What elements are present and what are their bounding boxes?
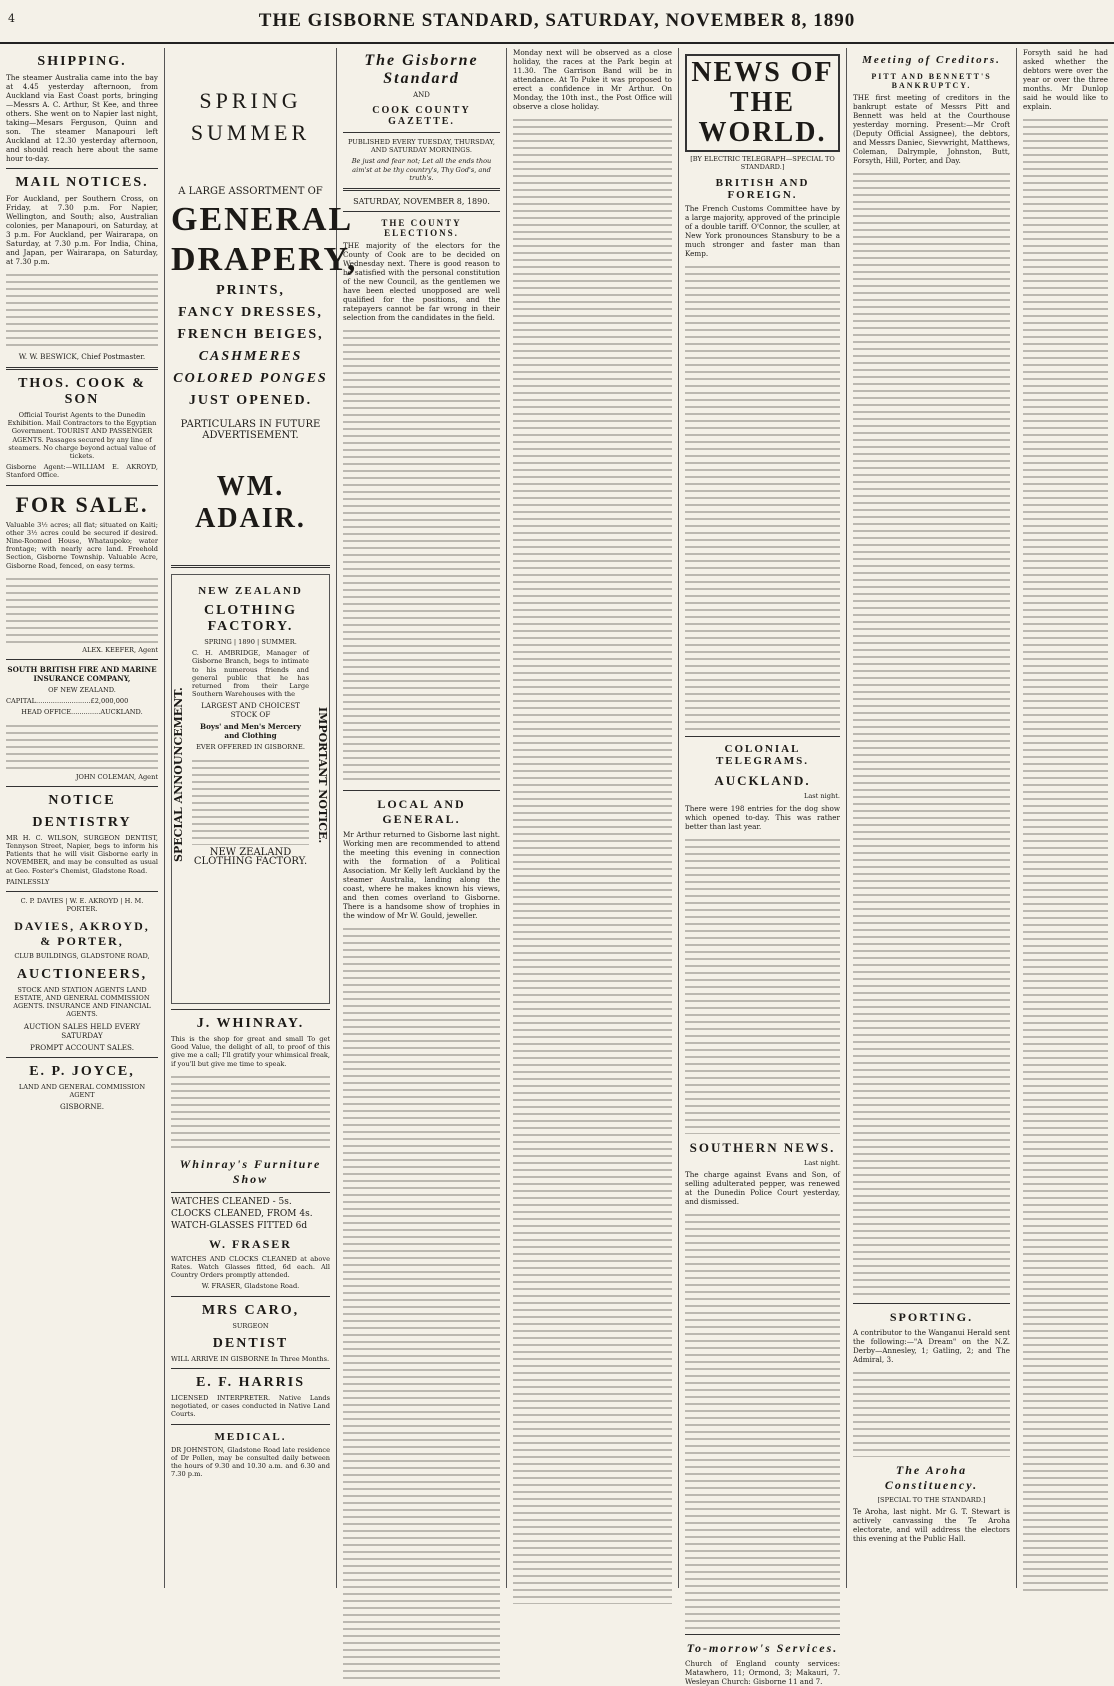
summer-heading: SUMMER	[190, 120, 311, 145]
column-7	[1017, 48, 1114, 1588]
general-heading: GENERAL	[171, 201, 354, 238]
clothing-foot: NEW ZEALAND CLOTHING FACTORY.	[193, 846, 308, 867]
postmaster-signature: W. W. BESWICK, Chief Postmaster.	[18, 352, 146, 361]
painlessly: PAINLESSLY	[6, 877, 50, 886]
fraser-heading: W. FRASER	[209, 1236, 292, 1251]
divider	[685, 736, 840, 737]
paper-and: AND	[413, 91, 430, 99]
divider	[171, 1368, 330, 1369]
drapery-heading: DRAPERY,	[171, 241, 358, 278]
sporting-filler	[853, 1367, 1010, 1457]
wm-adair: WM. ADAIR.	[195, 471, 306, 534]
clothing-heading: CLOTHING FACTORY.	[203, 603, 297, 634]
watches-line: WATCHES CLEANED - 5s.	[171, 1196, 292, 1207]
pitt-heading: PITT AND BENNETT'S BANKRUPTCY.	[871, 72, 992, 90]
mail-filler	[6, 269, 158, 349]
colored-line: COLORED PONGES	[173, 371, 328, 386]
whinray-show: Whinray's Furniture Show	[179, 1156, 322, 1186]
column-5	[679, 48, 847, 1686]
clothing-factory-ad	[171, 574, 330, 1004]
spring-heading: SPRING	[199, 88, 302, 113]
mail-notices-text: For Auckland, per Southern Cross, on Friday, at 7.30 p.m. For Napier, Wellington, and South; also, Australian colonies, per Manapouri, on Saturday, at 3 p.m. For Auckland, per Wairarapa, on Saturday, at 7.30 p.m. For India, China, and Japan, per Wairarapa, on Saturday, at 7.30 p.m.	[6, 194, 158, 266]
british-heading: BRITISH AND FOREIGN.	[715, 177, 810, 202]
whinray-text: This is the shop for great and small To get Good Value, the delight of all, to proof of this give me a call; I'll gratify your whimsical freak, if you'll but give me time to speak.	[171, 1035, 330, 1068]
meeting-filler	[853, 168, 1010, 1298]
clothing-filler	[192, 755, 309, 845]
for-sale-filler	[6, 573, 158, 643]
insurance-agent: JOHN COLEMAN, Agent	[75, 772, 158, 781]
spring-summer-line: SPRING | 1890 | SUMMER.	[204, 638, 297, 646]
harris-heading: E. F. HARRIS	[195, 1375, 306, 1391]
shipping-text: The steamer Australia came into the bay at 4.45 yesterday afternoon, from Auckland via East Coast ports, bringing—Messrs A. C. Arthur, St Kee, and three others. She went on to Napier last night, taking—Mesars Ferguson, Quinn and son. The steamer Manapouri left Auckland at 12.30 yesterday afternoon, and should reach here about the same hour to-day.	[6, 73, 158, 163]
tomorrow-text: Church of England county services: Matawhero, 11; Ormond, 3; Makauri, 7. Wesleyan Church: Gisborne 11 and 7.	[685, 1658, 840, 1686]
fancy-line: FANCY DRESSES,	[178, 305, 323, 320]
insurance-sub: OF NEW ZEALAND.	[48, 686, 116, 695]
colonial-heading: COLONIAL TELEGRAMS.	[715, 743, 810, 768]
southern-filler	[685, 1209, 840, 1629]
meeting-heading: Meeting of Creditors.	[862, 54, 1001, 66]
cook-text: Official Tourist Agents to the Dunedin Exhibition. Mail Contractors to the Egyptian Government. TOURIST AND PASSENGER AGENTS. Passages secured by any line of steamers. No charge beyond actual value of tickets.	[7, 411, 157, 461]
col7-text: Forsyth said he had asked whether the debtors were over the year or over the three months. Mr Dunlop said he would like to explain.	[1023, 48, 1108, 111]
col4-text: Monday next will be observed as a close holiday, the races at the Park begin at 11.30. The Garrison Band will be in attendance. At To Puke it was proposed to erect a confidence in Mr Arthur. On Monday, the 10th inst., the Post Office will observe a close holiday.	[513, 48, 672, 111]
cook-heading: THOS. COOK & SON	[18, 376, 146, 407]
aroha-text: Te Aroha, last night. Mr G. T. Stewart is actively canvassing the Te Aroha electorate, and will address the electors this evening at the Public Hall.	[853, 1507, 1010, 1544]
auckland-text: There were 198 entries for the dog show which opened to-day. This was rather better than last year.	[685, 803, 840, 831]
news-heading: NEWS OF THE WORLD.	[685, 54, 840, 152]
auckland-filler	[685, 834, 840, 1134]
divider	[343, 188, 500, 191]
southern-dateline: Last night.	[803, 1158, 840, 1167]
divider	[6, 1057, 158, 1058]
caro-heading: MRS CARO,	[201, 1302, 300, 1318]
auckland-heading: AUCKLAND.	[714, 773, 811, 789]
auction-text: STOCK AND STATION AGENTS LAND ESTATE, AND GENERAL COMMISSION AGENTS. INSURANCE AND FINANCIAL AGENTS.	[13, 985, 151, 1019]
motto: Be just and fear not; Let all the ends thou aim'st at be thy country's, Thy God's, and truth's.	[351, 157, 492, 182]
divider	[6, 485, 158, 486]
prompt-sales: PROMPT ACCOUNT SALES.	[29, 1042, 134, 1052]
auction-sales: AUCTION SALES HELD EVERY SATURDAY	[23, 1021, 141, 1040]
british-text: The French Customs Committee have by a large majority, approved of the principle of a double tariff. O'Connor, the sculler, at New York pronounces Stansbury to be a much stronger and faster man than Kemp.	[685, 204, 840, 259]
local-heading: LOCAL AND GENERAL.	[377, 797, 466, 827]
auctioneers-heading: AUCTIONEERS,	[16, 966, 148, 982]
clocks-line: CLOCKS CLEANED, FROM 4s.	[171, 1208, 313, 1219]
column-6	[847, 48, 1017, 1588]
davies-sub: CLUB BUILDINGS, GLADSTONE ROAD,	[14, 952, 150, 961]
notice-heading: NOTICE	[48, 792, 116, 808]
mail-notices-heading: MAIL NOTICES.	[15, 175, 149, 190]
cook-agent: Gisborne Agent:—WILLIAM E. AKROYD, Stanford Office.	[6, 463, 158, 480]
masthead	[0, 0, 1114, 44]
col7-filler	[1023, 114, 1108, 1594]
caro-sub: SURGEON	[232, 1321, 269, 1330]
divider	[171, 1296, 330, 1297]
side-text-left: SPECIAL ANNOUNCEMENT.	[172, 687, 185, 863]
nz-heading: NEW ZEALAND	[198, 585, 303, 597]
whinray-filler	[171, 1071, 330, 1151]
southern-heading: SOUTHERN NEWS.	[689, 1139, 836, 1155]
col4-filler	[513, 114, 672, 1604]
for-sale-text: Valuable 3½ acres; all flat; situated on Kaiti; other 3½ acres could be secured if desired. Nine-Roomed House, Whataupoko; water frontage; with nearly acre land. Freehold Section, Gisborne Township. Valuable Acre, Gisborne Road, fenced, on easy terms.	[6, 520, 158, 570]
cashmeres-line: CASHMERES	[198, 349, 303, 364]
joyce-heading: E. P. JOYCE,	[29, 1063, 135, 1079]
just-opened: JUST OPENED.	[188, 393, 313, 408]
divider	[685, 1634, 840, 1635]
county-text: THE majority of the electors for the County of Cook are to be decided on Wednesday next. There is good reason to be satisfied with the personal constitution of the new Council, as the gentlemen we have been elected unopposed are well qualified for the positions, and the ratepayers cannot be far wrong in their selection from the candidates in the field.	[343, 241, 500, 323]
divider	[343, 790, 500, 791]
local-text: Mr Arthur returned to Gisborne last night. Working men are recommended to attend the meeting this evening in connection with the formation of a Political Association. Mr Kelly left Auckland by the steamer Australia, landing along the coast, where he makes known his views, and then comes overland to Gisborne. There is a handsome show of trophies in the window of Mr W. Gould, jeweller.	[343, 830, 500, 921]
harris-text: LICENSED INTERPRETER. Native Lands negotiated, or cases conducted in Native Land Courts.	[171, 1394, 330, 1419]
dateline: SATURDAY, NOVEMBER 8, 1890.	[353, 197, 490, 207]
insurance-capital: CAPITAL..........................£2,000,000	[6, 697, 129, 706]
whinray-heading: J. WHINRAY.	[196, 1016, 305, 1031]
for-sale-agent: ALEX. KEEFER, Agent	[82, 645, 158, 654]
divider	[6, 786, 158, 787]
davies-names: C. P. DAVIES | W. E. AKROYD | H. M. PORTER.	[20, 897, 144, 914]
fraser-foot: W. FRASER, Gladstone Road.	[201, 1282, 300, 1291]
boys-line: Boys' and Men's Mercery and Clothing	[200, 722, 301, 741]
divider	[171, 565, 330, 568]
large-assortment: A LARGE ASSORTMENT OF	[178, 186, 323, 197]
divider	[6, 891, 158, 892]
page-number: 4	[8, 12, 15, 25]
medical-heading: MEDICAL.	[214, 1430, 287, 1443]
ever-offered: EVER OFFERED IN GISBORNE.	[196, 743, 305, 752]
local-filler	[343, 923, 500, 1683]
column-1	[0, 48, 165, 1588]
side-text-right: IMPORTANT NOTICE.	[316, 706, 329, 844]
aroha-sub: [SPECIAL TO THE STANDARD.]	[877, 1496, 986, 1504]
dentistry-heading: DENTISTRY	[32, 814, 132, 830]
largest-line: LARGEST AND CHOICEST STOCK OF	[201, 701, 300, 720]
dentist-heading: DENTIST	[212, 1335, 289, 1351]
aroha-heading: The Aroha Constituency.	[884, 1463, 979, 1492]
johnston-text: DR JOHNSTON, Gladstone Road late residence of Dr Pollen, may be consulted daily between the hours of 9.30 and 10.30 a.m. and 6.30 and 7.30 p.m.	[171, 1445, 330, 1479]
southern-text: The charge against Evans and Son, of selling adulterated pepper, was renewed at the Dunedin Police Court yesterday, and dismissed.	[685, 1169, 840, 1206]
davies-heading: DAVIES, AKROYD, & PORTER,	[14, 919, 150, 949]
for-sale-heading: FOR SALE.	[15, 491, 149, 517]
insurance-office: HEAD OFFICE..............AUCKLAND.	[21, 708, 143, 717]
county-heading: THE COUNTY ELECTIONS.	[381, 218, 462, 239]
divider	[6, 367, 158, 370]
divider	[171, 1424, 330, 1425]
column-3	[337, 48, 507, 1588]
column-4	[507, 48, 679, 1588]
paper-title: The Gisborne Standard	[364, 52, 479, 87]
tomorrow-heading: To-morrow's Services.	[686, 1640, 839, 1655]
british-filler	[685, 261, 840, 731]
fraser-text: WATCHES AND CLOCKS CLEANED at above Rates. Watch Glasses fitted, 6d each. All Country Orders promptly attended.	[171, 1254, 330, 1280]
prints-line: PRINTS,	[216, 283, 285, 298]
divider	[343, 211, 500, 212]
paper-subtitle: COOK COUNTY GAZETTE.	[372, 105, 471, 127]
county-filler	[343, 325, 500, 785]
joyce-text: LAND AND GENERAL COMMISSION AGENT	[18, 1082, 146, 1099]
dentist-text: MR H. C. WILSON, SURGEON DENTIST, Tennyson Street, Napier, begs to inform his Patients that he will visit Gisborne early in NOVEMBER, and may be consulted as usual at Geo. Foster's Chemist, Gladstone Road.	[6, 833, 158, 875]
divider	[6, 168, 158, 169]
shipping-heading: SHIPPING.	[37, 54, 127, 69]
electric-line: [BY ELECTRIC TELEGRAPH—SPECIAL TO STANDARD.]	[690, 155, 835, 172]
divider	[343, 132, 500, 133]
divider	[171, 1009, 330, 1010]
divider	[171, 1192, 330, 1193]
published-line: PUBLISHED EVERY TUESDAY, THURSDAY, AND SATURDAY MORNINGS.	[347, 138, 496, 155]
divider	[6, 659, 158, 660]
auckland-dateline: Last night.	[803, 792, 840, 801]
insurance-filler	[6, 720, 158, 770]
caro-text: WILL ARRIVE IN GISBORNE In Three Months.	[171, 1354, 330, 1363]
sporting-text: A contributor to the Wanganui Herald sent the following:—"A Dream" on the N.Z. Derby—Annesley, 1; Gatling, 2; and The Admiral, 3.	[853, 1328, 1010, 1364]
insurance-heading: SOUTH BRITISH FIRE AND MARINE INSURANCE COMPANY,	[7, 665, 157, 684]
divider	[853, 1303, 1010, 1304]
sporting-heading: SPORTING.	[889, 1310, 974, 1324]
meeting-text: THE first meeting of creditors in the bankrupt estate of Messrs Pitt and Bennett was held at the Courthouse yesterday morning. Present:—Mr Croft (Deputy Official Assignee), the debtors, and Messrs Daniec, Sievwright, Matthews, Coleman, Dalrymple, Johnston, Butt, Forsyth, Hill, Porter, and Day.	[853, 93, 1010, 165]
column-2	[165, 48, 358, 1588]
watch-glasses-line: WATCH-GLASSES FITTED 6d	[171, 1220, 308, 1231]
masthead-title: THE GISBORNE STANDARD, SATURDAY, NOVEMBER 8, 1890	[258, 10, 856, 31]
joyce-place: GISBORNE.	[59, 1101, 105, 1111]
particulars: PARTICULARS IN FUTURE ADVERTISEMENT.	[180, 419, 321, 441]
ambridge-text: C. H. AMBRIDGE, Manager of Gisborne Branch, begs to intimate to his numerous friends and general public that he has returned from their Large Southern Warehouses with the	[192, 649, 309, 699]
french-line: FRENCH BEIGES,	[177, 327, 324, 342]
